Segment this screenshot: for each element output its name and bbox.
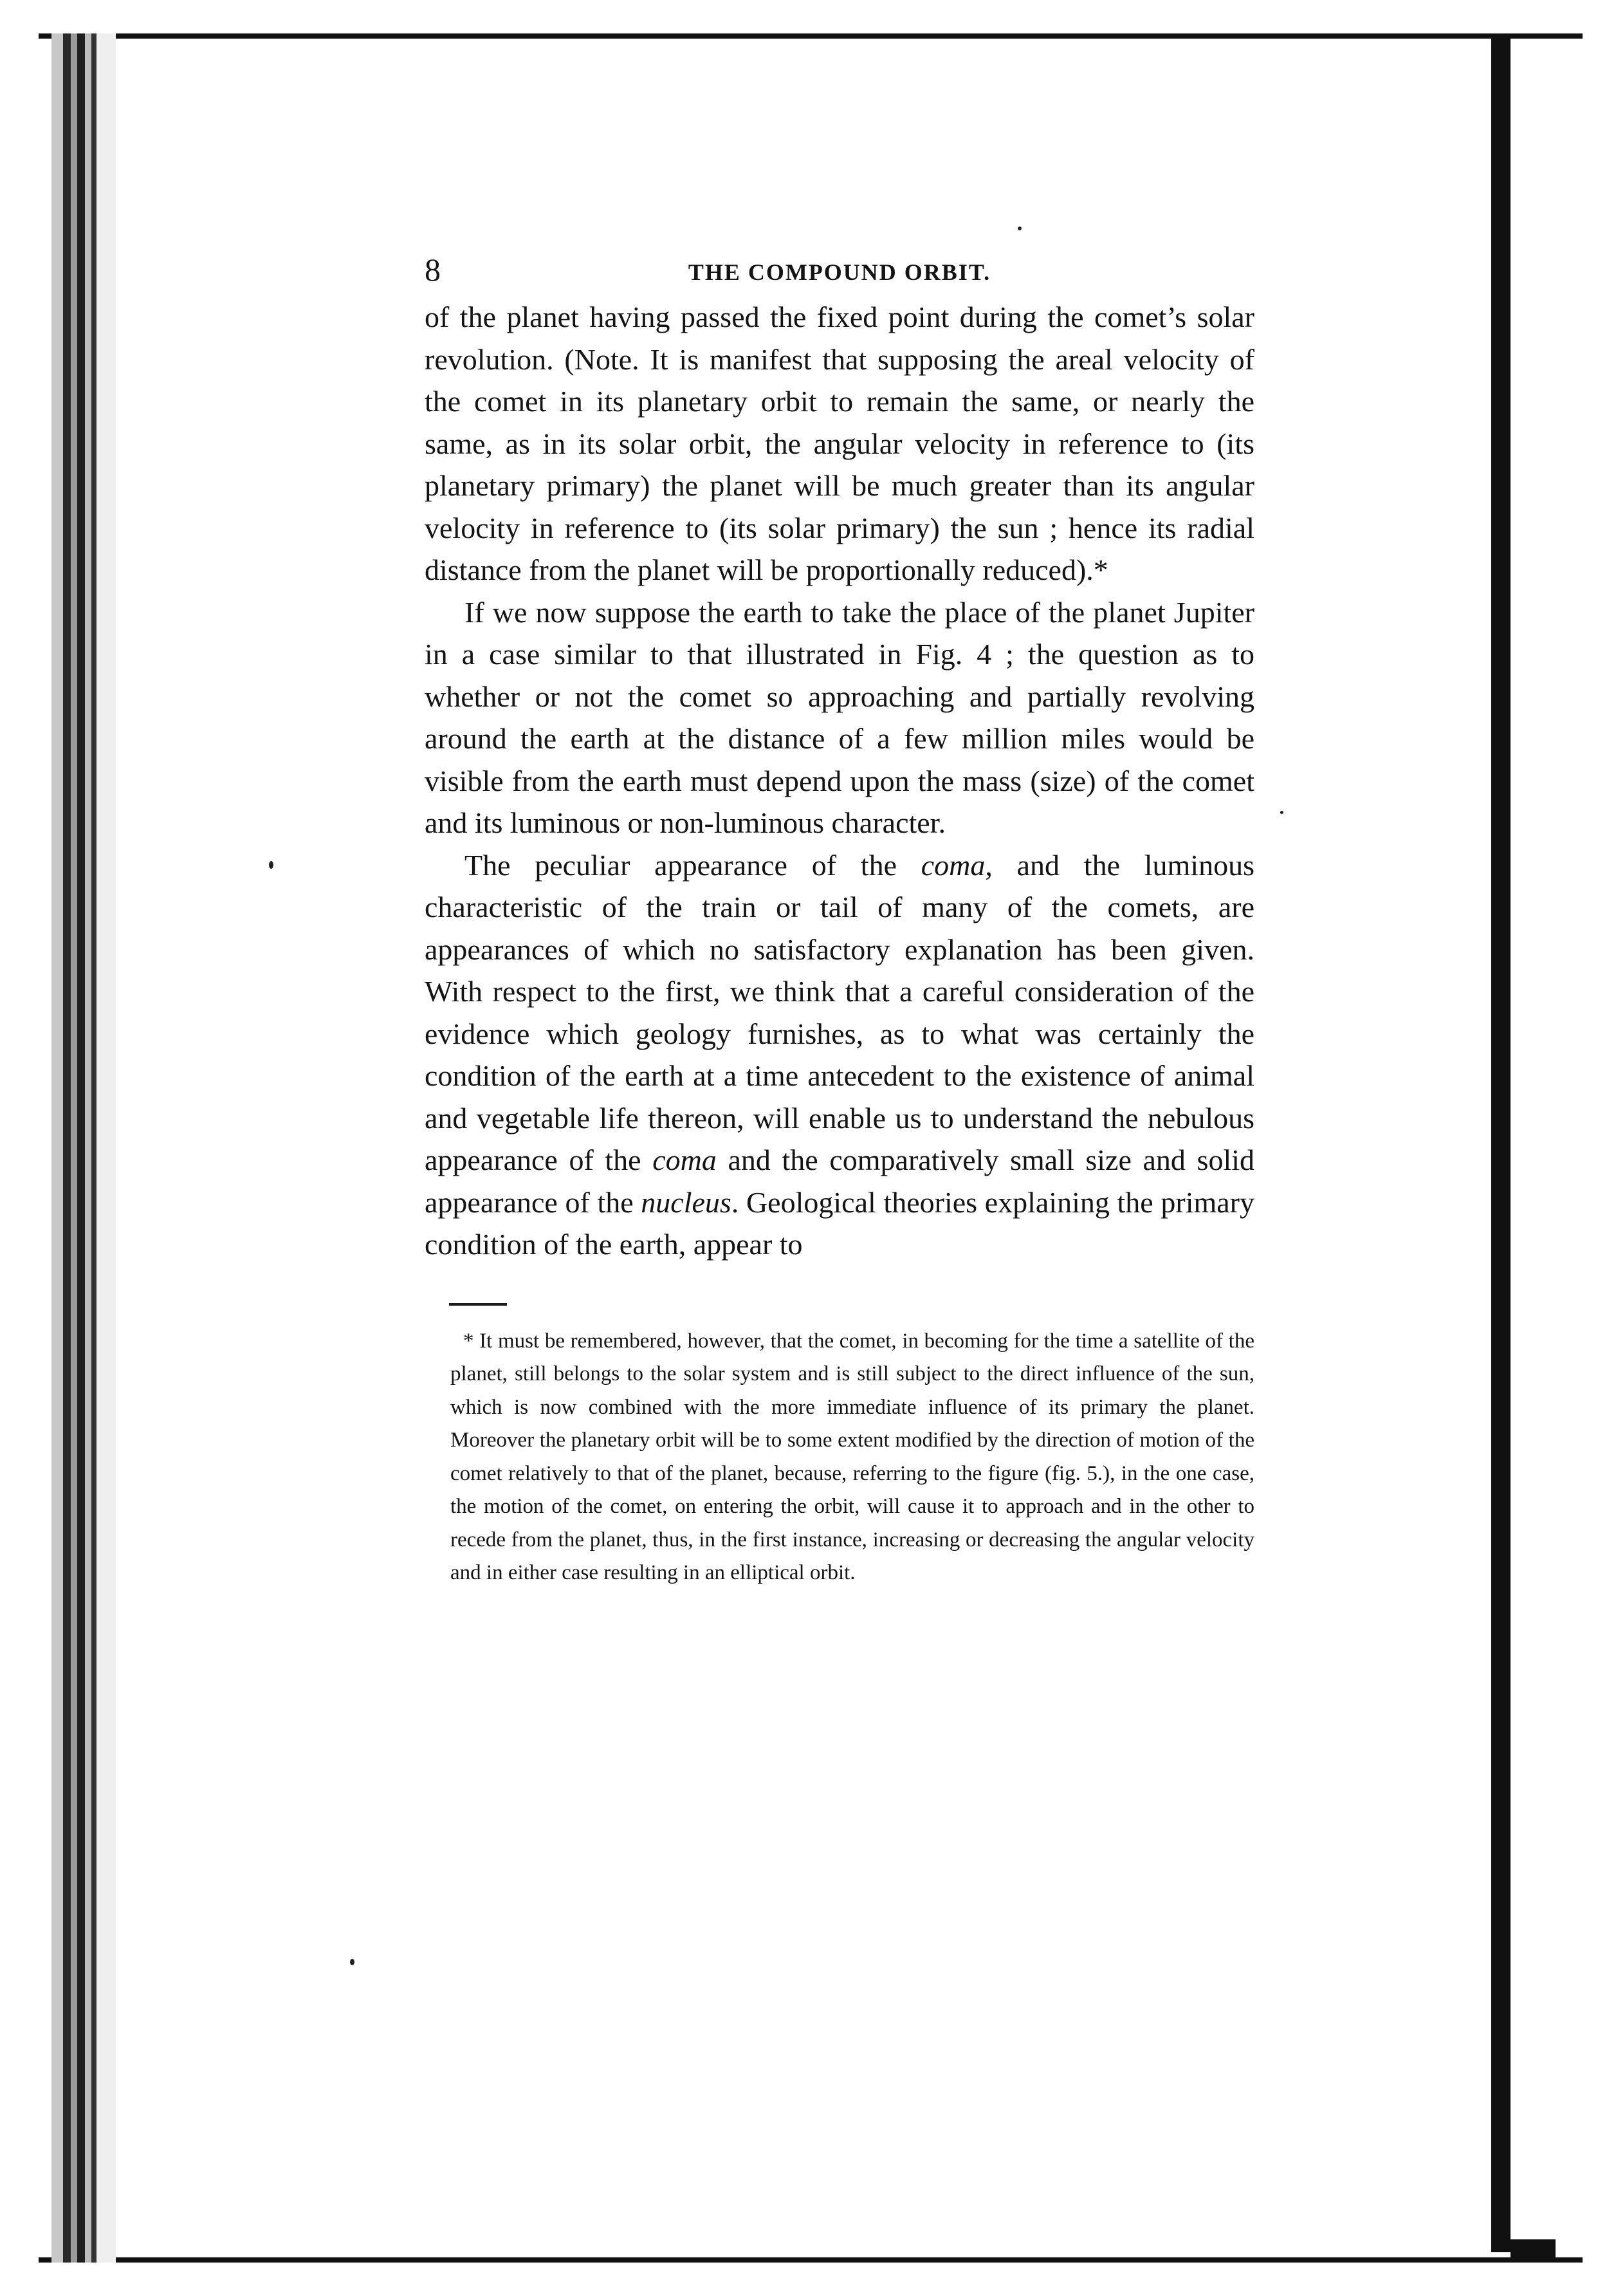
footnote-text: * It must be remembered, however, that the comet, in becoming for the time a satellite of the planet, still belongs to the solar system and is still subject to the direct influence of the sun, which is now combined with the more immediate influence of its primary the planet. Moreover the planetary orbit will be to some extent modified by the direction of motion of the comet relatively to that of the planet, because, referring to the figure (fig. 5.), in the one case, the motion of the comet, on entering the orbit, will cause it to approach and in the other to recede from the planet, thus, in the first instance, increasing or decreasing the angular velocity and in either case resulting in an elliptical orbit.	[450, 1329, 1254, 1584]
page-number: 8	[425, 252, 441, 288]
paragraph-3-part-1: The peculiar appearance of the	[464, 848, 921, 882]
italic-nucleus: nucleus	[641, 1185, 731, 1219]
running-head	[425, 251, 1254, 296]
scan-speck	[269, 861, 273, 869]
paragraph-2: If we now suppose the earth to take the place of the planet Jupiter in a case similar to that illustrated in Fig. 4 ; the question as to whether or not the comet so approaching and partially revolving around the earth at the distance of a few million miles would be visible from the earth must depend upon the mass (size) of the comet and its luminous or non-luminous character.	[425, 595, 1254, 839]
italic-coma: coma	[921, 848, 986, 882]
book-page	[425, 251, 1254, 1590]
scan-speck	[350, 1959, 354, 1965]
running-title: THE COMPOUND ORBIT.	[688, 259, 991, 285]
footnote	[450, 1325, 1254, 1590]
scan-border-bottom	[39, 2257, 1583, 2263]
page-edge-right	[1491, 39, 1510, 2252]
paragraph-1-text: of the planet having passed the fixed point during the comet’s solar revolution. (Note. It is manifest that supposing the areal velocity of the comet in its planetary orbit to remain the same, or nearly the same, as in its solar orbit, the angular velocity in reference to (its planetary primary) the planet will be much greater than its angular velocity in reference to (its solar primary) the sun ; hence its radial distance from the planet will be proportionally reduced).*	[425, 301, 1254, 586]
italic-coma: coma	[652, 1143, 717, 1176]
paragraph-3-part-3: and the comparatively small size and solid appearance of the	[425, 1143, 1254, 1219]
footnote-rule	[449, 1303, 507, 1306]
book-spine-left	[51, 33, 116, 2263]
paragraph-1	[425, 296, 1254, 591]
paragraph-3-part-2: , and the luminous characteristic of the train or tail of many of the comets, are appearances of which no satisfactory explanation has been given. With respect to the first, we think that a careful consideration of the evidence which geology furnishes, as to what was certainly the condition of the earth at a time antecedent to the existence of animal and vegetable life thereon, will enable us to understand the nebulous appearance of the	[425, 848, 1255, 1176]
body-text	[425, 296, 1254, 1266]
paragraph-3-part-4: . Geological theories explaining the primary condition of the earth, appear to	[425, 1185, 1254, 1261]
paragraph-3	[425, 844, 1254, 1266]
scan-speck	[1018, 227, 1022, 230]
scan-speck	[1280, 811, 1283, 814]
scan-border-top	[39, 33, 1583, 39]
page-edge-right-tail	[1510, 2239, 1556, 2257]
